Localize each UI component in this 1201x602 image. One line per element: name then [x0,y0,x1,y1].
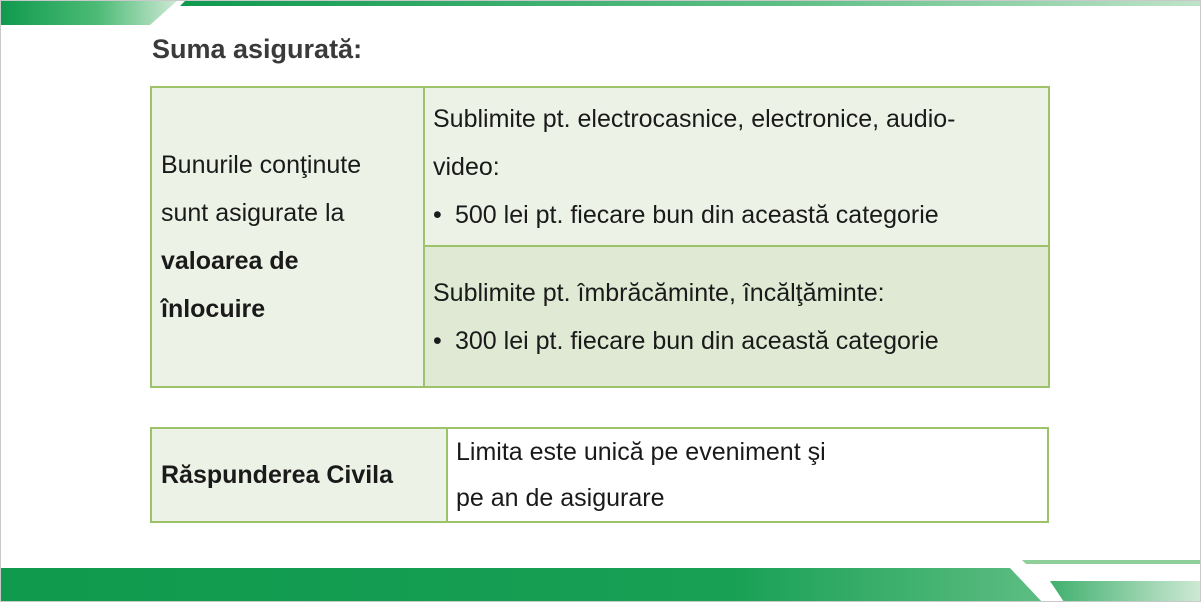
goods-text-line: sunt asigurate la [161,199,345,227]
sublimit-heading: video: [433,152,500,181]
electronics-sublimit-cell [424,87,1049,246]
sublimit-heading: Sublimite pt. îmbrăcăminte, încălţăminte: [433,278,885,307]
top-decorative-band [0,0,1201,26]
limit-text-line: pe an de asigurare [456,484,665,512]
goods-text-line: Bunurile conţinute [161,151,362,179]
limit-text-line: Limita este unică pe eveniment şi [456,438,826,466]
clothing-sublimit-cell [424,246,1049,387]
insured-goods-table [150,86,1050,388]
page-title: Suma asigurată: [152,34,363,64]
bottom-decorative-band [0,560,1201,602]
replacement-value-text: valoarea de [161,247,299,275]
sublimit-bullet: • 300 lei pt. fiecare bun din această categorie [433,317,1040,365]
replacement-value-text: înlocuire [161,295,266,323]
goods-description-cell [151,87,424,387]
civil-liability-limit-cell [447,428,1048,522]
sublimit-bullet: • 500 lei pt. fiecare bun din această categorie [433,191,1040,239]
civil-liability-table [150,427,1049,523]
civil-liability-label: Răspunderea Civila [151,428,447,522]
sublimit-heading: Sublimite pt. electrocasnice, electronice, audio- [433,104,956,133]
